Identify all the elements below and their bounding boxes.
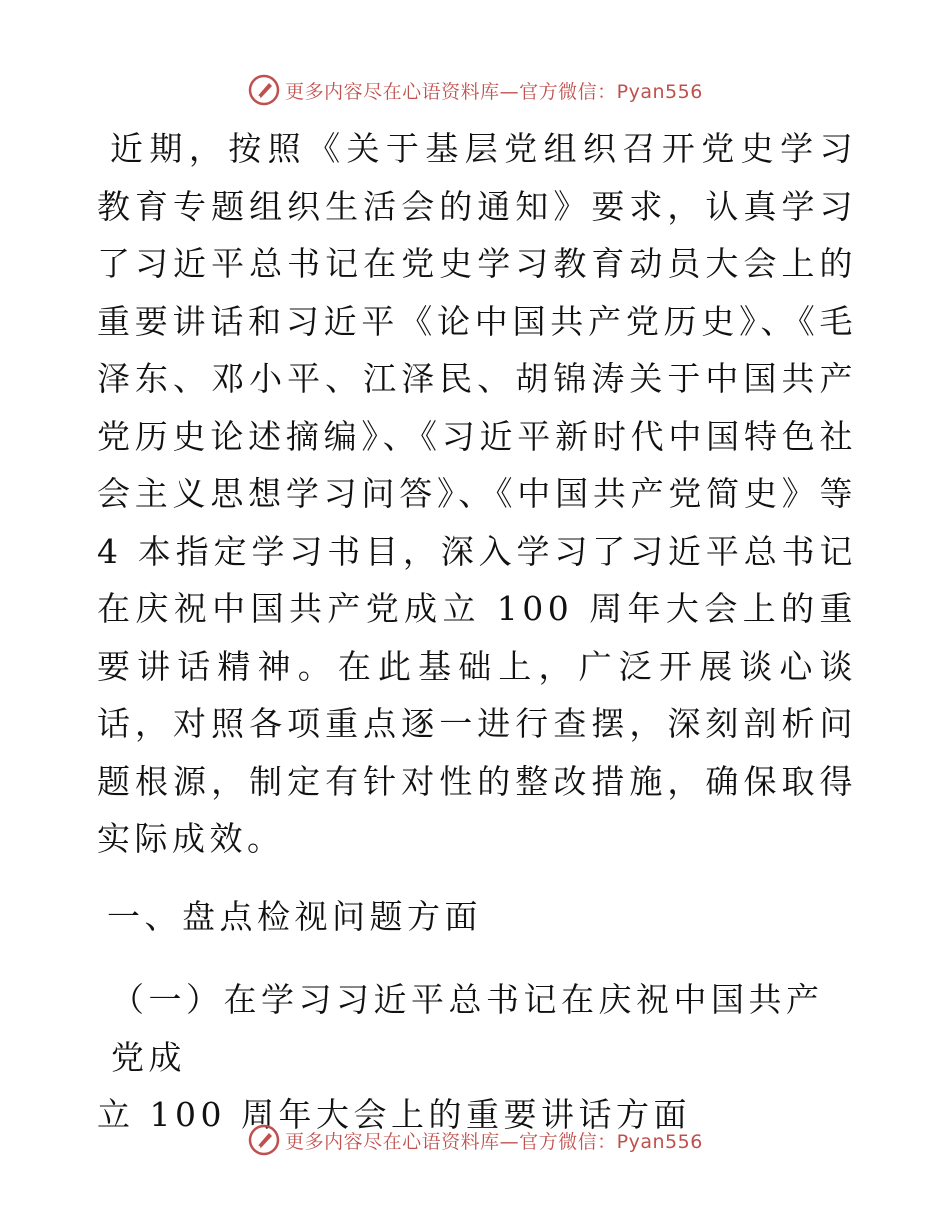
pen-nib-logo-icon bbox=[247, 73, 281, 107]
watermark-text bbox=[285, 1127, 703, 1154]
subsection-heading bbox=[97, 971, 857, 1144]
watermark-library: 更多内容尽在心语资料库 bbox=[285, 80, 500, 103]
header-watermark bbox=[0, 70, 950, 110]
pen-nib-logo-icon bbox=[247, 1123, 281, 1157]
watermark-wechat: 官方微信：Pyan556 bbox=[519, 80, 703, 103]
watermark-text bbox=[285, 77, 703, 104]
subsection-heading-line1: （一）在学习习近平总书记在庆祝中国共产党成 bbox=[111, 980, 824, 1077]
document-body bbox=[97, 120, 857, 1144]
watermark-wechat: 官方微信：Pyan556 bbox=[519, 1130, 703, 1153]
watermark-separator: — bbox=[499, 1130, 520, 1153]
intro-paragraph: 近期，按照《关于基层党组织召开党史学习教育专题组织生活会的通知》要求，认真学习了习近平总书记在党史学习教育动员大会上的重要讲话和习近平《论中国共产党历史》、《毛泽东、邓小平、江泽民、胡锦涛关于中国共产党历史论述摘编》、《习近平新时代中国特色社会主义思想学习问答》、《中国共产党简史》等 4 本指定学习书目，深入学习了习近平总书记在庆祝中国共产党成立 100 周年大会上的重要讲话精神。在此基础上，广泛开展谈心谈话，对照各项重点逐一进行查摆，深刻剖析问题根源，制定有针对性的整改措施，确保取得实际成效。 bbox=[97, 129, 857, 858]
watermark-library: 更多内容尽在心语资料库 bbox=[285, 1130, 500, 1153]
subsection-heading-line2: 立 100 周年大会上的重要讲话方面 bbox=[97, 1095, 691, 1134]
footer-watermark bbox=[0, 1120, 950, 1160]
section-heading: 一、盘点检视问题方面 bbox=[107, 896, 482, 936]
watermark-separator: — bbox=[499, 80, 520, 103]
